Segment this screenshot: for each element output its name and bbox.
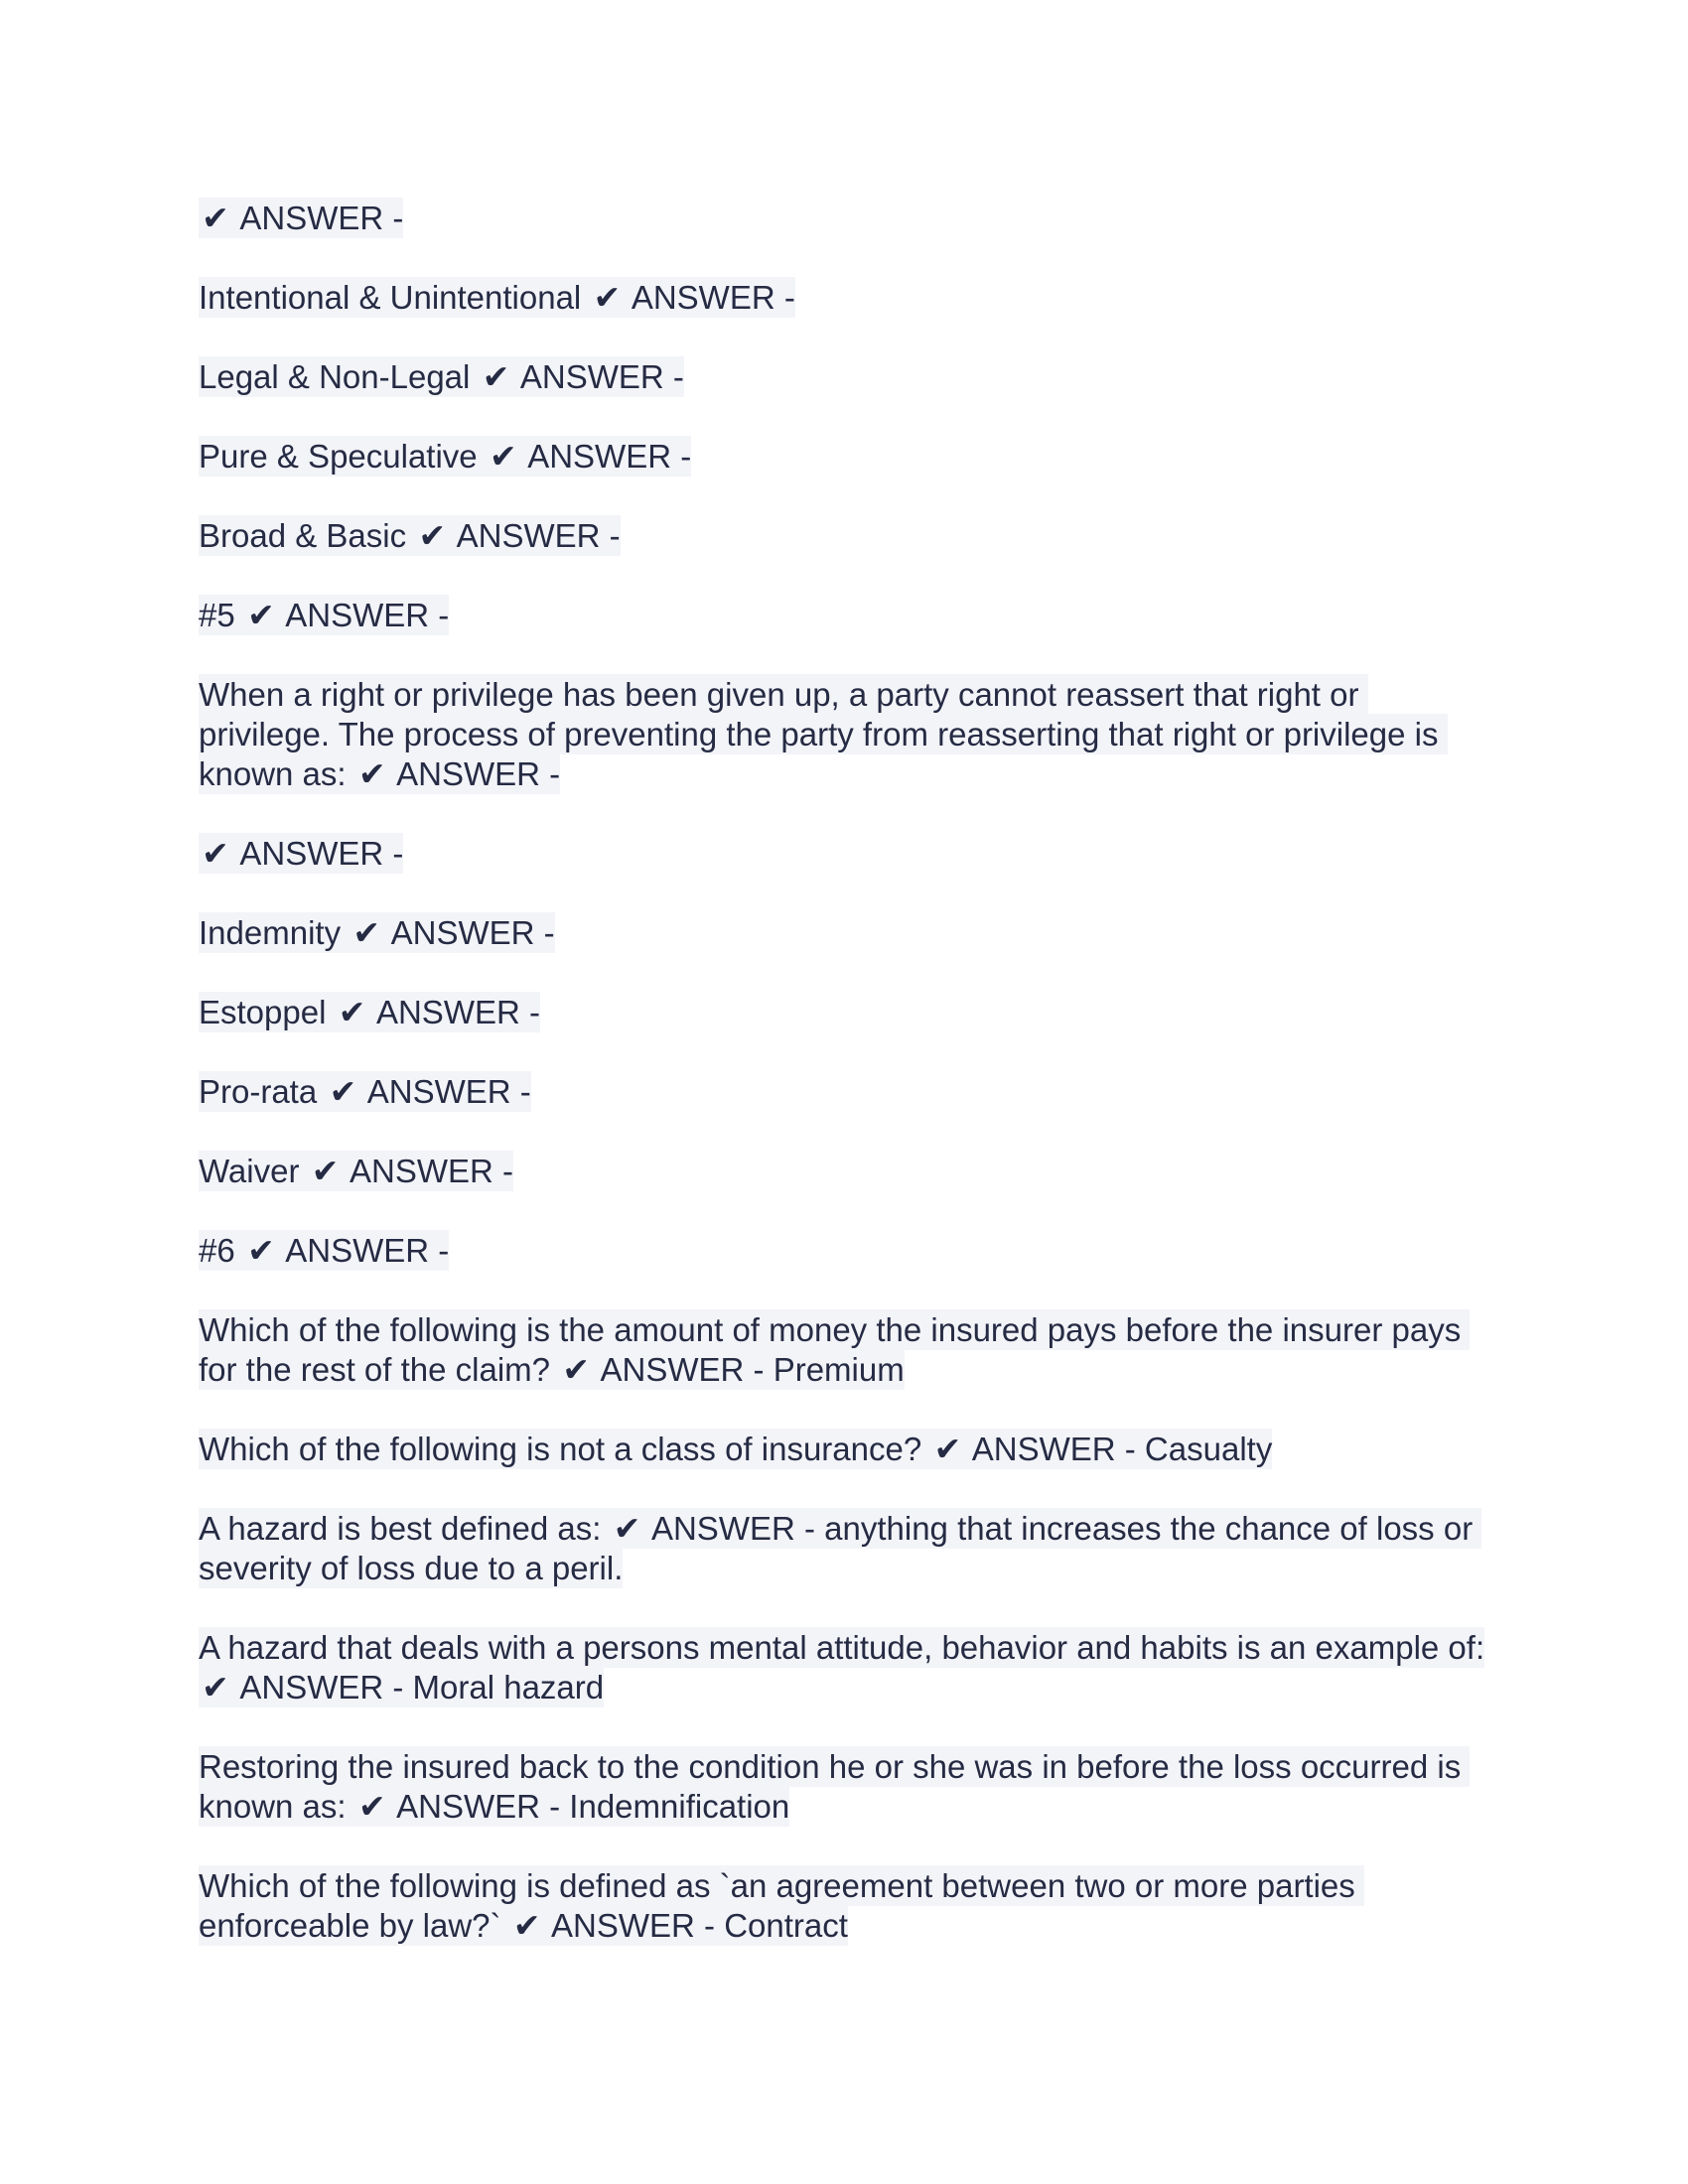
- check-icon: ✔: [202, 835, 229, 872]
- qa-item-1: ✔ ANSWER -: [199, 199, 1489, 238]
- qa-item-12: Waiver ✔ ANSWER -: [199, 1153, 513, 1189]
- answer-label: ANSWER: [375, 994, 520, 1030]
- question-text: Indemnity: [199, 914, 342, 951]
- answer-label: ANSWER: [396, 1788, 540, 1825]
- answer-label: ANSWER: [285, 1232, 430, 1269]
- answer-text: Casualty: [1144, 1431, 1273, 1467]
- qa-item-11: Pro-rata ✔ ANSWER -: [199, 1073, 531, 1110]
- qa-item-6: #5 ✔ ANSWER -: [199, 597, 450, 633]
- check-icon: ✔: [202, 200, 229, 236]
- check-icon: ✔: [202, 1669, 229, 1706]
- qa-item-17: A hazard that deals with a persons mental attitude, behavior and habits is an example of: ✔ ANSWER - Moral hazard: [199, 1629, 1485, 1706]
- question-text: Estoppel: [199, 994, 327, 1030]
- answer-label: ANSWER: [239, 200, 384, 236]
- answer-text: Indemnification: [569, 1788, 790, 1825]
- answer-label: ANSWER: [366, 1073, 511, 1110]
- answer-label: ANSWER: [527, 438, 672, 475]
- check-icon: ✔: [352, 914, 381, 951]
- question-text: A hazard is best defined as:: [199, 1510, 602, 1547]
- answer-label: ANSWER: [631, 279, 775, 316]
- answer-label: ANSWER: [396, 755, 540, 792]
- answer-label: ANSWER: [239, 1669, 384, 1706]
- qa-item-14: Which of the following is the amount of money the insured pays before the insurer pays for the rest of the claim? ✔ ANSWER - Premium: [199, 1311, 1471, 1388]
- qa-item-4: Pure & Speculative ✔ ANSWER -: [199, 438, 692, 475]
- check-icon: ✔: [490, 438, 517, 475]
- qa-item-13: #6 ✔ ANSWER -: [199, 1232, 450, 1269]
- question-text: Which of the following is defined as `an agreement between two or more parties enforceable by law?`: [199, 1867, 1364, 1944]
- qa-item-15: Which of the following is not a class of insurance? ✔ ANSWER - Casualty: [199, 1431, 1273, 1467]
- question-text: When a right or privilege has been given up, a party cannot reassert that right or privilege. The process of preventing the party from reasserting that right or privilege is known as:: [199, 676, 1448, 792]
- check-icon: ✔: [933, 1431, 962, 1467]
- answer-label: ANSWER: [600, 1351, 745, 1388]
- answer-label: ANSWER: [285, 597, 430, 633]
- answer-text: Moral hazard: [412, 1669, 605, 1706]
- check-icon: ✔: [247, 597, 275, 633]
- question-text: Restoring the insured back to the condition he or she was in before the loss occurred is known as:: [199, 1748, 1471, 1825]
- check-icon: ✔: [418, 517, 447, 554]
- check-icon: ✔: [613, 1510, 641, 1547]
- check-icon: ✔: [338, 994, 366, 1030]
- qa-item-19: Which of the following is defined as `an agreement between two or more parties enforceable by law?` ✔ ANSWER - Contract: [199, 1867, 1364, 1944]
- answer-label: ANSWER: [650, 1510, 795, 1547]
- check-icon: ✔: [329, 1073, 357, 1110]
- qa-item-2: Intentional & Unintentional ✔ ANSWER -: [199, 279, 795, 316]
- qa-item-16: A hazard is best defined as: ✔ ANSWER - anything that increases the chance of loss or severity of loss due to a peril.: [199, 1510, 1482, 1586]
- check-icon: ✔: [311, 1153, 340, 1189]
- qa-item-7: When a right or privilege has been given up, a party cannot reassert that right or privilege. The process of preventing the party from reasserting that right or privilege is known as: ✔ ANSWER -: [199, 676, 1448, 792]
- question-text: Legal & Non-Legal: [199, 358, 471, 395]
- question-text: #5: [199, 597, 235, 633]
- check-icon: ✔: [357, 1788, 386, 1825]
- qa-item-9: Indemnity ✔ ANSWER -: [199, 914, 555, 951]
- check-icon: ✔: [357, 755, 386, 792]
- answer-label: ANSWER: [971, 1431, 1116, 1467]
- qa-item-10: Estoppel ✔ ANSWER -: [199, 994, 540, 1030]
- question-text: Pro-rata: [199, 1073, 318, 1110]
- answer-label: ANSWER: [456, 517, 601, 554]
- question-text: A hazard that deals with a persons mental attitude, behavior and habits is an example of:: [199, 1629, 1485, 1666]
- qa-item-18: Restoring the insured back to the condition he or she was in before the loss occurred is known as: ✔ ANSWER - Indemnification: [199, 1748, 1471, 1825]
- question-text: Broad & Basic: [199, 517, 407, 554]
- answer-label: ANSWER: [349, 1153, 493, 1189]
- question-text: #6: [199, 1232, 235, 1269]
- question-text: Which of the following is the amount of money the insured pays before the insurer pays for the rest of the claim?: [199, 1311, 1471, 1388]
- check-icon: ✔: [562, 1351, 590, 1388]
- answer-text: anything that increases the chance of loss or severity of loss due to a peril.: [199, 1510, 1482, 1586]
- answer-label: ANSWER: [239, 835, 384, 872]
- question-text: Which of the following is not a class of insurance?: [199, 1431, 922, 1467]
- answer-label: ANSWER: [551, 1907, 695, 1944]
- check-icon: ✔: [247, 1232, 275, 1269]
- qa-item-3: Legal & Non-Legal ✔ ANSWER -: [199, 358, 684, 395]
- qa-item-5: Broad & Basic ✔ ANSWER -: [199, 517, 621, 554]
- answer-text: Premium: [773, 1351, 905, 1388]
- check-icon: ✔: [593, 279, 622, 316]
- answer-text: Contract: [724, 1907, 848, 1944]
- question-text: Pure & Speculative: [199, 438, 478, 475]
- answer-label: ANSWER: [390, 914, 535, 951]
- check-icon: ✔: [512, 1907, 541, 1944]
- question-text: Waiver: [199, 1153, 300, 1189]
- qa-item-8: ✔ ANSWER -: [199, 834, 1489, 874]
- answer-label: ANSWER: [519, 358, 664, 395]
- check-icon: ✔: [482, 358, 510, 395]
- question-text: Intentional & Unintentional: [199, 279, 582, 316]
